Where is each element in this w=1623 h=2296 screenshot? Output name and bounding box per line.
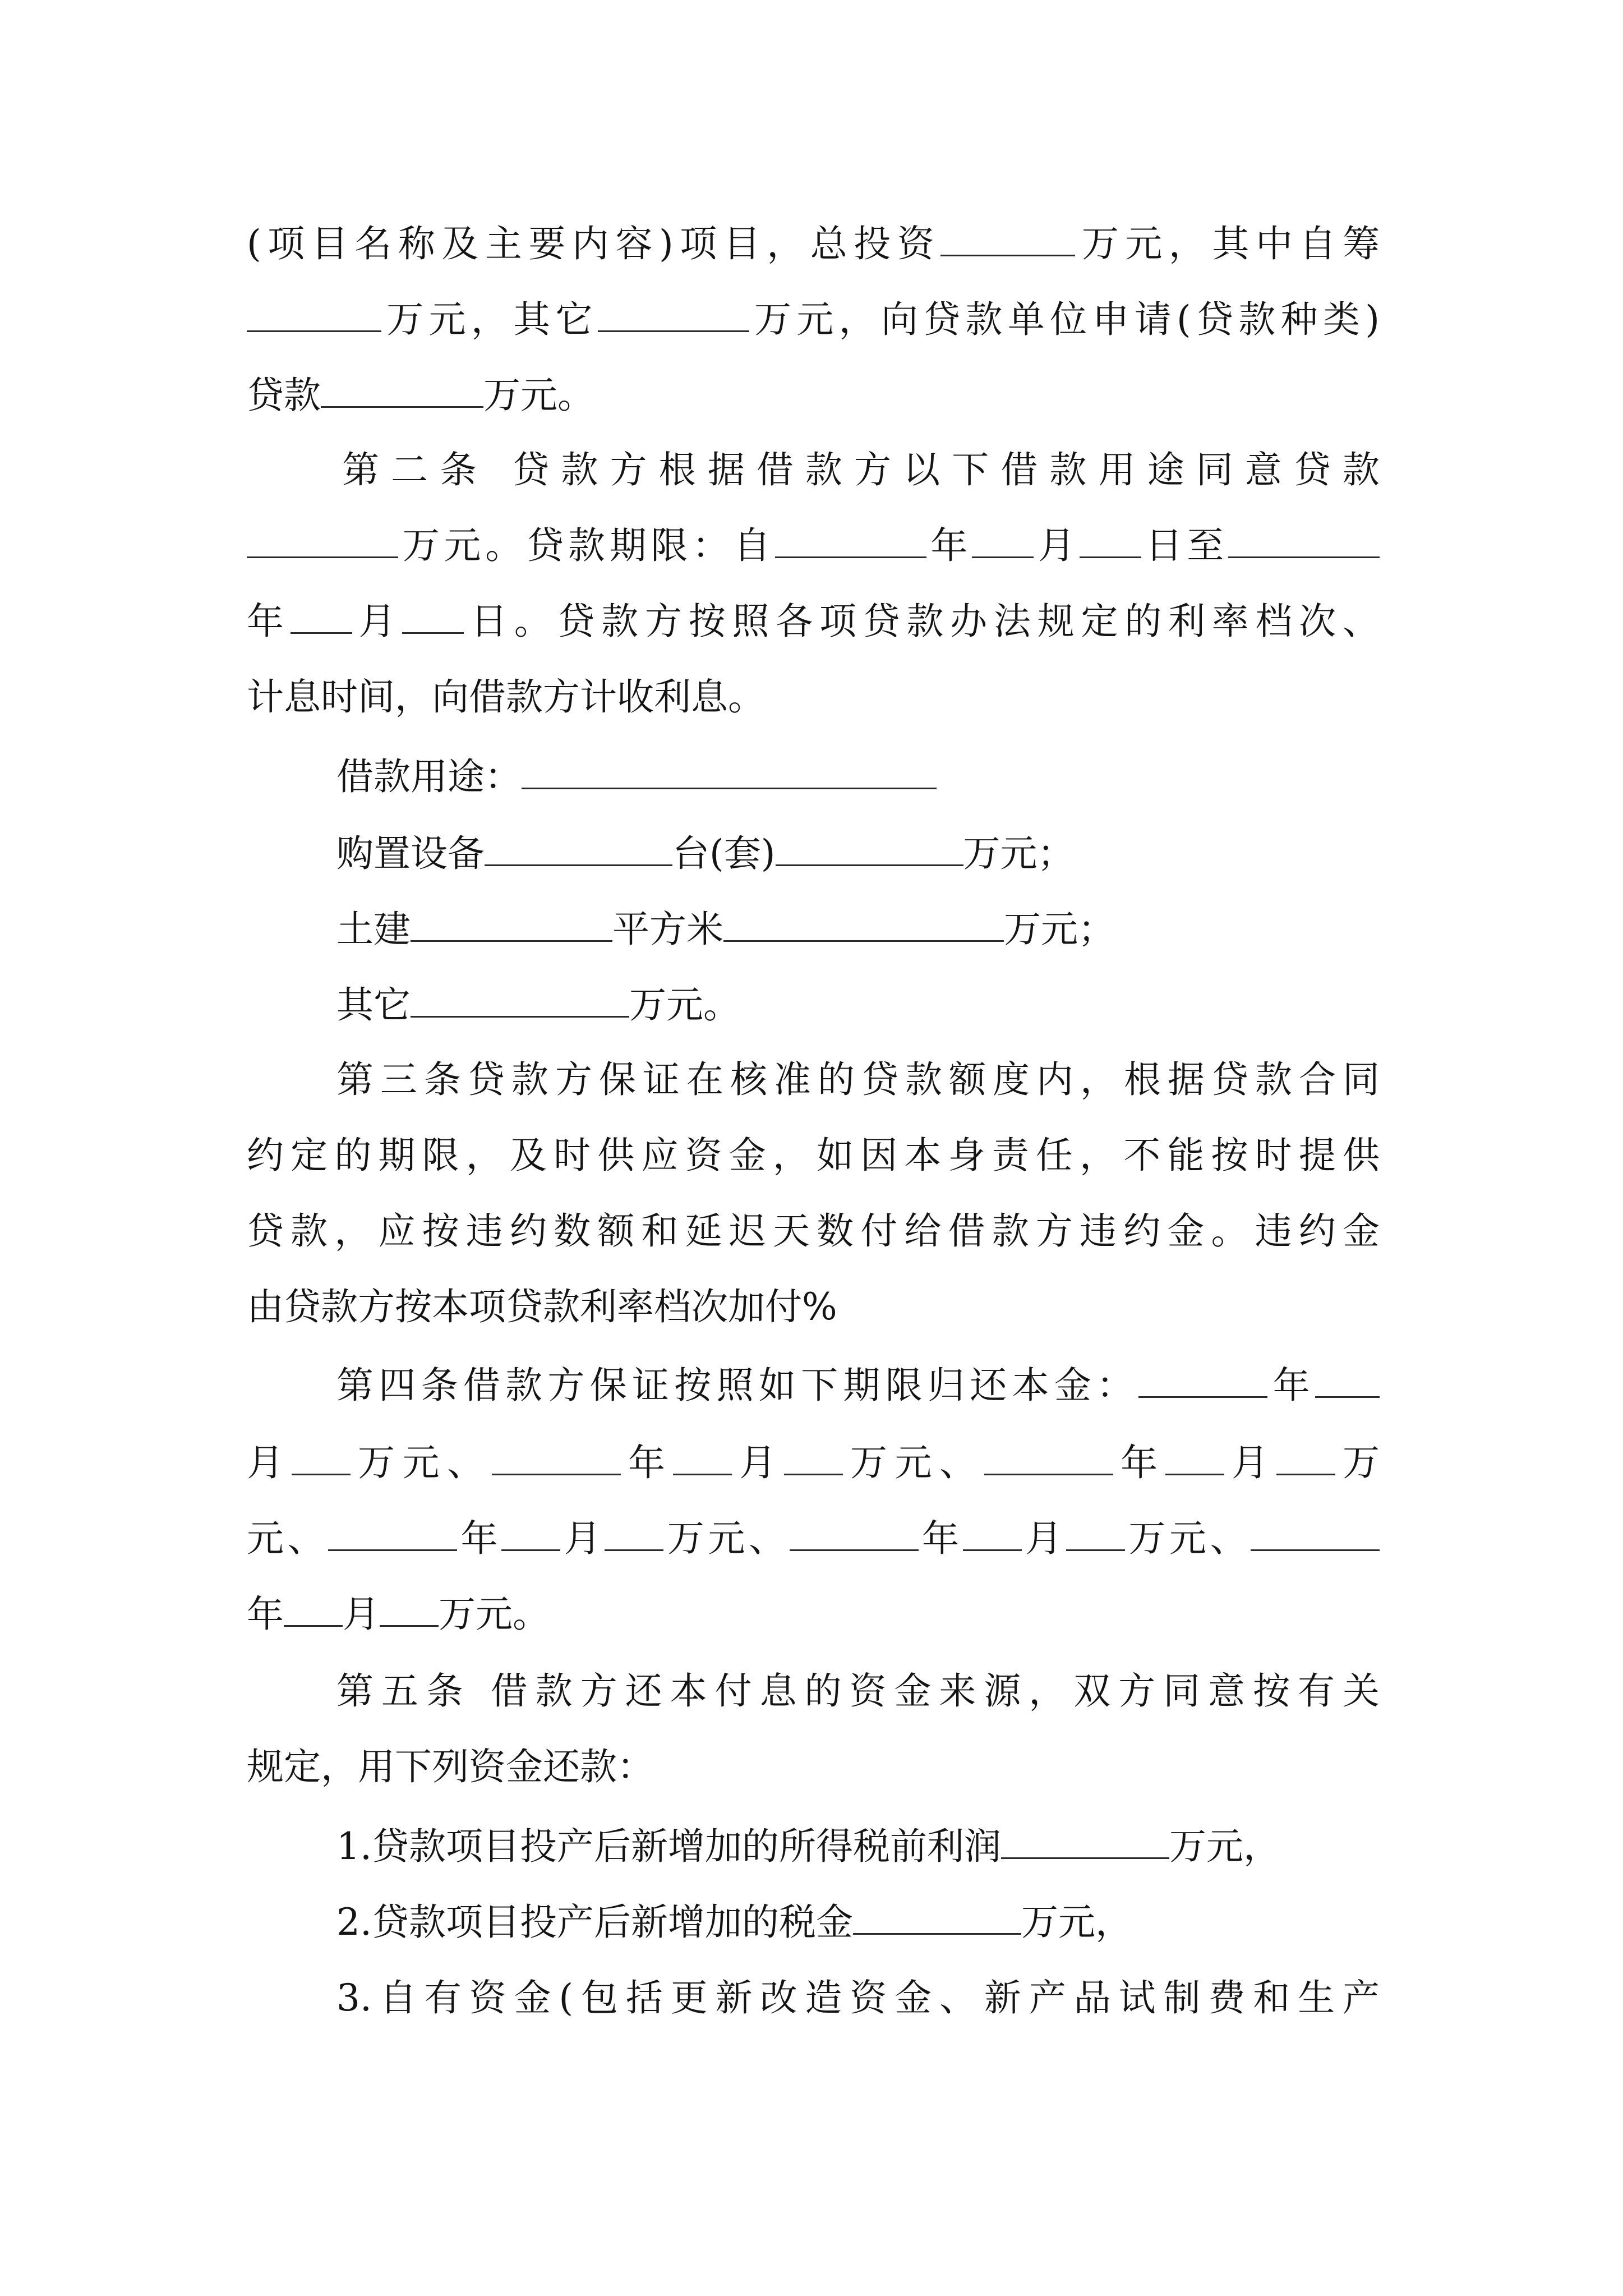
text-span: 月: [1034, 524, 1080, 567]
blank-underline: [790, 1507, 919, 1551]
text-line: [336, 820, 1075, 887]
blank-underline: [775, 514, 926, 558]
text-span: 日。贷款方按照各项贷款办法规定的利率档次、: [464, 600, 1380, 643]
text-span: 年: [247, 1593, 284, 1636]
text-span: 借款用途：: [336, 755, 522, 798]
text-line: [247, 1505, 1380, 1572]
text-line: [336, 972, 740, 1039]
blank-underline: [972, 514, 1034, 558]
text-span: 第三条贷款方保证在核准的贷款额度内，根据贷款合同: [336, 1058, 1380, 1101]
text-line: [342, 436, 1380, 504]
text-span: 年: [926, 524, 972, 567]
blank-underline: [963, 1507, 1022, 1551]
text-line: [336, 1352, 1380, 1419]
text-span: 万元，其中自筹: [1075, 222, 1380, 265]
text-line: [247, 512, 1380, 579]
text-span: 1.贷款项目投产后新增加的所得税前利润: [336, 1825, 1001, 1868]
text-line: [247, 1429, 1380, 1497]
blank-underline: [291, 590, 352, 634]
text-span: 万元，: [1021, 1901, 1132, 1944]
blank-underline: [492, 1431, 621, 1475]
text-span: 年: [918, 1517, 963, 1560]
text-line: [247, 1198, 1380, 1265]
blank-underline: [292, 1431, 351, 1475]
text-span: 第五条 借款方还本付息的资金来源，双方同意按有关: [336, 1669, 1380, 1713]
text-span: 平方米: [612, 908, 723, 951]
text-span: 万元、: [663, 1517, 790, 1560]
text-span: (项目名称及主要内容)项目，总投资: [247, 222, 941, 265]
blank-underline: [1066, 1507, 1125, 1551]
blank-underline: [940, 212, 1075, 256]
text-span: 第二条 贷款方根据借款方以下借款用途同意贷款: [342, 448, 1380, 491]
text-span: 贷款，应按违约数额和延迟天数付给借款方违约金。违约金: [247, 1209, 1380, 1253]
text-line: [247, 210, 1380, 278]
text-span: 月: [352, 600, 403, 643]
text-line: [247, 286, 1380, 353]
text-span: 万: [1335, 1441, 1380, 1484]
text-line: [336, 1889, 1132, 1956]
text-span: 3.自有资金(包括更新改造资金、新产品试制费和生产: [336, 1976, 1380, 2019]
blank-underline: [328, 1507, 457, 1551]
blank-underline: [411, 973, 629, 1018]
text-line: [247, 362, 594, 429]
text-span: 万元、: [842, 1441, 984, 1484]
blank-underline: [984, 1431, 1113, 1475]
blank-underline: [1001, 1815, 1169, 1859]
blank-underline: [1251, 1507, 1380, 1551]
text-span: 年: [1113, 1441, 1165, 1484]
blank-underline: [411, 898, 612, 942]
blank-underline: [284, 1582, 343, 1627]
blank-underline: [776, 822, 963, 866]
blank-underline: [402, 590, 464, 634]
text-line: [336, 896, 1115, 963]
text-span: 月: [1224, 1441, 1276, 1484]
text-span: 万元、: [350, 1441, 492, 1484]
text-span: 贷款: [247, 374, 321, 417]
blank-underline: [247, 514, 398, 558]
text-span: 元、: [247, 1517, 329, 1560]
blank-underline: [321, 364, 483, 408]
text-span: 台(套): [672, 832, 776, 875]
blank-underline: [1165, 1431, 1224, 1475]
text-span: 万元。贷款期限：自: [398, 524, 775, 567]
text-span: 年: [1267, 1364, 1316, 1407]
blank-underline: [522, 745, 937, 789]
blank-underline: [598, 288, 749, 332]
text-span: 月: [731, 1441, 784, 1484]
text-span: 由贷款方按本项贷款利率档次加付%: [247, 1285, 837, 1328]
text-line: [247, 1273, 837, 1341]
text-span: 万元。: [629, 983, 740, 1027]
blank-underline: [1080, 514, 1141, 558]
text-line: [247, 588, 1380, 655]
text-span: 2.贷款项目投产后新增加的税金: [336, 1901, 853, 1944]
text-span: 月: [560, 1517, 605, 1560]
blank-underline: [673, 1431, 732, 1475]
text-line: [247, 1122, 1380, 1189]
text-line: [247, 1581, 550, 1648]
text-line: [336, 743, 937, 811]
blank-underline: [1276, 1431, 1335, 1475]
blank-underline: [247, 288, 381, 332]
text-span: 万元。: [483, 374, 594, 417]
text-line: [247, 664, 765, 731]
text-span: 万元，: [1169, 1825, 1280, 1868]
text-span: 其它: [336, 983, 411, 1027]
text-span: 万元，其它: [381, 298, 598, 341]
text-span: 月: [343, 1593, 380, 1636]
blank-underline: [784, 1431, 843, 1475]
text-line: [247, 1733, 654, 1801]
text-span: 月: [247, 1441, 292, 1484]
blank-underline: [485, 822, 672, 866]
text-span: 第四条借款方保证按照如下期限归还本金：: [336, 1364, 1139, 1407]
text-span: 日至: [1141, 524, 1229, 567]
text-line: [336, 1658, 1380, 1725]
text-span: 万元、: [1124, 1517, 1251, 1560]
blank-underline: [501, 1507, 560, 1551]
text-span: 计息时间，向借款方计收利息。: [247, 675, 765, 719]
blank-underline: [853, 1890, 1021, 1935]
text-line: [336, 1813, 1280, 1880]
text-span: 月: [1021, 1517, 1066, 1560]
blank-underline: [1228, 514, 1380, 558]
text-span: 购置设备: [336, 832, 485, 875]
text-span: 万元；: [963, 832, 1075, 875]
text-span: 约定的期限，及时供应资金，如因本身责任，不能按时提供: [247, 1134, 1380, 1177]
text-span: 年: [457, 1517, 502, 1560]
text-span: 万元，向贷款单位申请(贷款种类): [749, 298, 1380, 341]
blank-underline: [605, 1507, 663, 1551]
text-line: [336, 1046, 1380, 1114]
text-span: 规定，用下列资金还款：: [247, 1745, 654, 1788]
blank-underline: [1138, 1354, 1267, 1398]
blank-underline: [723, 898, 1004, 942]
blank-underline: [380, 1582, 439, 1627]
blank-underline: [1315, 1354, 1380, 1398]
text-span: 万元；: [1004, 908, 1115, 951]
text-line: [336, 1964, 1380, 2032]
text-span: 年: [247, 600, 291, 643]
text-span: 土建: [336, 908, 411, 951]
text-span: 万元。: [439, 1593, 550, 1636]
text-span: 年: [620, 1441, 673, 1484]
